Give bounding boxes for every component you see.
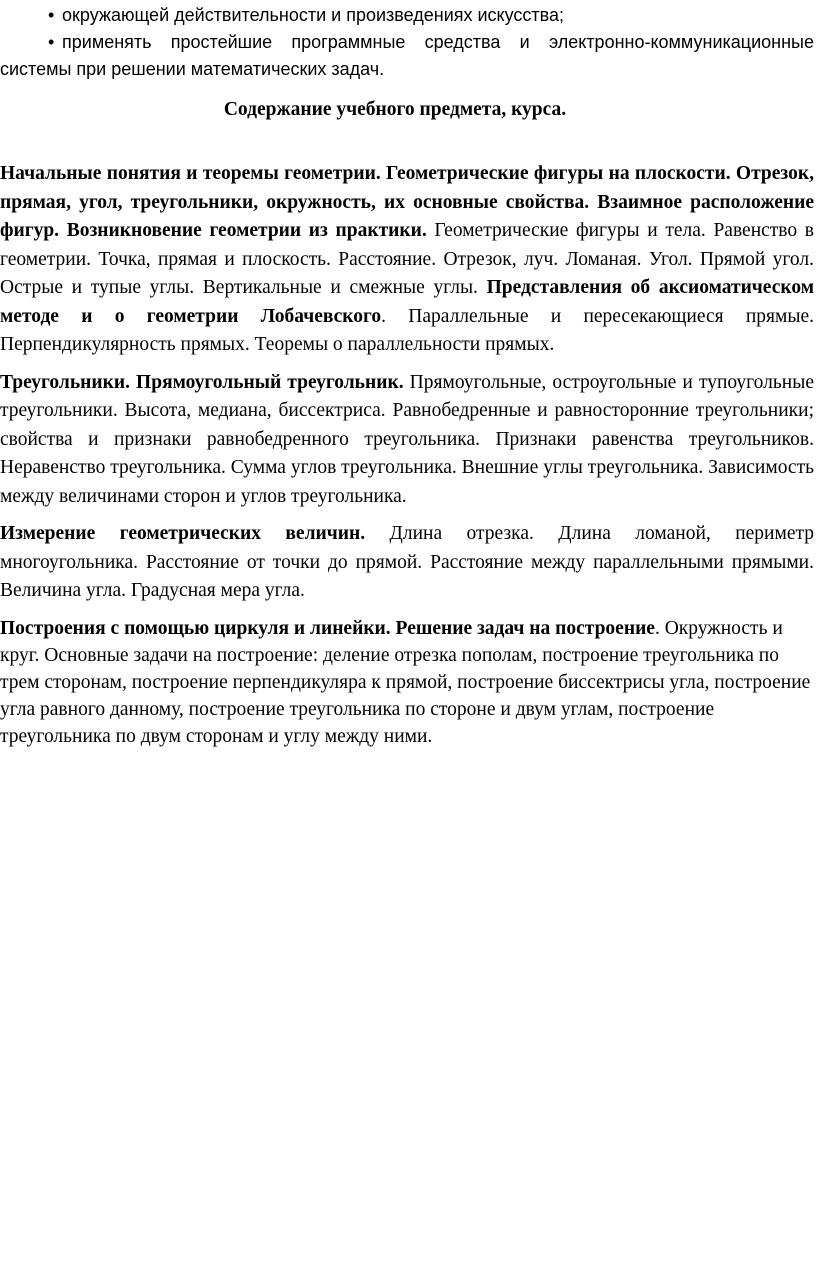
bullet-item (0, 29, 814, 83)
content-body (0, 160, 814, 750)
paragraph-text: . Окружность и круг. Основные задачи на построение: деление отрезка пополам, построение треугольника по трем сторонам, построение перпендикуляра к прямой, построение биссектрисы угла, построение угла равного данному, построение треугольника по стороне и двум углам, построение треугольника по двум сторонам и углу между ними. (0, 617, 811, 747)
bullet-icon: • (48, 5, 55, 25)
paragraph-heading: Измерение геометрических величин. (0, 523, 366, 544)
bullet-text: окружающей действительности и произведениях искусства; (62, 5, 565, 25)
paragraph-measurement (0, 520, 814, 606)
bullet-icon: • (48, 32, 55, 52)
bullet-item (0, 2, 814, 29)
paragraph-inline-heading: Представления об аксиоматическом методе и о геометрии Лобачевского (0, 277, 814, 327)
paragraph-text: Прямоугольные, остроугольные и тупоугольные треугольники. Высота, медиана, биссектриса. Равнобедренные и равносторонние треугольники; свойства и признаки равнобедренного треугольника. Признаки равенства треугольников. Неравенство треугольника. Сумма углов треугольника. Внешние углы треугольника. Зависимость между величинами сторон и углов треугольника. (0, 371, 814, 507)
paragraph-heading: Треугольники. Прямоугольный треугольник. (0, 371, 404, 393)
paragraph-text: Геометрические фигуры и тела. Равенство в геометрии. Точка, прямая и плоскость. Расстояние. Отрезок, луч. Ломаная. Угол. Прямой угол. Острые и тупые углы. Вертикальные и смежные углы. (0, 220, 814, 298)
paragraph-constructions (0, 615, 814, 750)
paragraph-triangles (0, 369, 814, 512)
section-title: Содержание учебного предмета, курса. (223, 99, 567, 120)
paragraph-basic-concepts (0, 160, 814, 360)
bullet-list (0, 2, 814, 83)
bullet-text: применять простейшие программные средства и электронно-коммуникационные системы при решении математических задач. (0, 32, 814, 79)
paragraph-text: Длина отрезка. Длина ломаной, периметр многоугольника. Расстояние от точки до прямой. Расстояние между параллельными прямыми. Величина угла. Градусная мера угла. (0, 523, 814, 601)
paragraph-heading: Начальные понятия и теоремы геометрии. Геометрические фигуры на плоскости. Отрезок, прямая, угол, треугольники, окружность, их основные свойства. Взаимное расположение фигур. Возникновение геометрии из практики. (0, 163, 814, 241)
paragraph-heading: Построения с помощью циркуля и линейки. Решение задач на построение (0, 617, 655, 639)
paragraph-text: . Параллельные и пересекающиеся прямые. Перпендикулярность прямых. Теоремы о параллельности прямых. (0, 305, 814, 355)
